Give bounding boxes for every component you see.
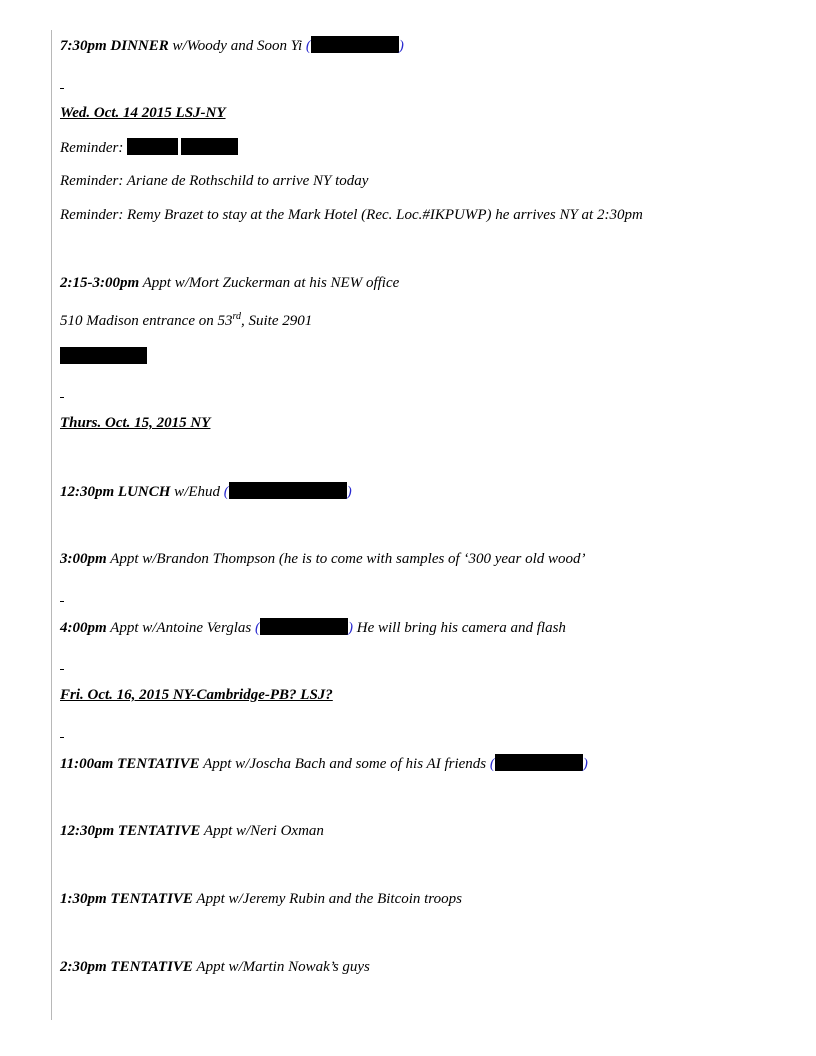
reminder-rothschild: Reminder: Ariane de Rothschild to arrive NY today [60, 173, 369, 189]
redaction-box [181, 138, 238, 155]
schedule-entry-nowak [60, 958, 370, 976]
schedule-entry-thompson [60, 550, 586, 568]
redaction-box [127, 138, 178, 155]
entry-text: Appt w/Mort Zuckerman at his NEW office [139, 275, 400, 291]
entry-time: 2:30pm TENTATIVE [60, 959, 193, 975]
date-heading-wed: Wed. Oct. 14 2015 LSJ-NY [60, 105, 226, 121]
entry-time: 12:30pm TENTATIVE [60, 823, 201, 839]
redaction-box [229, 482, 347, 499]
entry-time: 7:30pm DINNER [60, 38, 169, 54]
entry-text: Reminder: [60, 140, 128, 156]
paren-open: ( [255, 620, 261, 636]
date-heading-fri: Fri. Oct. 16, 2015 NY-Cambridge-PB? LSJ? [60, 687, 333, 703]
empty-line-marker [60, 397, 64, 398]
paren-open: ( [305, 38, 311, 54]
schedule-entry-zuckerman [60, 274, 399, 292]
schedule-entry-bach [60, 754, 588, 773]
entry-time: 12:30pm LUNCH [60, 484, 171, 500]
entry-text: Appt w/Jeremy Rubin and the Bitcoin troops [192, 891, 462, 907]
schedule-entry-rubin [60, 890, 462, 908]
redaction-box [260, 618, 348, 635]
redaction-box [311, 36, 399, 53]
schedule-entry-verglas [60, 618, 566, 637]
redaction-box [60, 347, 147, 364]
entry-time: 4:00pm [60, 620, 107, 636]
entry-text-after: He will bring his camera and flash [353, 620, 566, 636]
schedule-entry-oxman [60, 822, 324, 840]
paren-close: ) [398, 38, 404, 54]
redaction-box [495, 754, 583, 771]
ordinal-suffix: rd [232, 311, 242, 322]
reminder-redacted [60, 138, 238, 157]
reminder-brazet: Reminder: Remy Brazet to stay at the Mark Hotel (Rec. Loc.#IKPUWP) he arrives NY at 2:30pm [60, 207, 643, 223]
paren-open: ( [223, 484, 229, 500]
empty-line-marker [60, 601, 64, 602]
address-line [60, 312, 312, 330]
empty-line-marker [60, 737, 64, 738]
entry-text: Appt w/Brandon Thompson (he is to come with samples of ‘300 year old wood’ [106, 551, 586, 567]
paren-close: ) [346, 484, 352, 500]
entry-text: Appt w/Neri Oxman [200, 823, 324, 839]
entry-text: 510 Madison entrance on 53 [60, 313, 233, 329]
entry-time: 11:00am TENTATIVE [60, 756, 200, 772]
entry-time: 1:30pm TENTATIVE [60, 891, 193, 907]
entry-text: w/Woody and Soon Yi [168, 38, 306, 54]
empty-line-marker [60, 88, 64, 89]
empty-line-marker [60, 669, 64, 670]
paren-close: ) [348, 620, 354, 636]
schedule-entry-lunch [60, 482, 352, 501]
entry-time: 2:15-3:00pm [60, 275, 140, 291]
entry-text: Appt w/Joscha Bach and some of his AI friends [199, 756, 490, 772]
entry-text: Appt w/Antoine Verglas [106, 620, 256, 636]
paren-close: ) [582, 756, 588, 772]
left-margin-rule [51, 30, 52, 1020]
entry-text: w/Ehud [170, 484, 224, 500]
entry-text: Appt w/Martin Nowak’s guys [192, 959, 370, 975]
paren-open: ( [489, 756, 495, 772]
date-heading-thurs: Thurs. Oct. 15, 2015 NY [60, 415, 211, 431]
entry-text-after: , Suite 2901 [241, 313, 313, 329]
entry-time: 3:00pm [60, 551, 107, 567]
schedule-entry-dinner [60, 36, 404, 55]
